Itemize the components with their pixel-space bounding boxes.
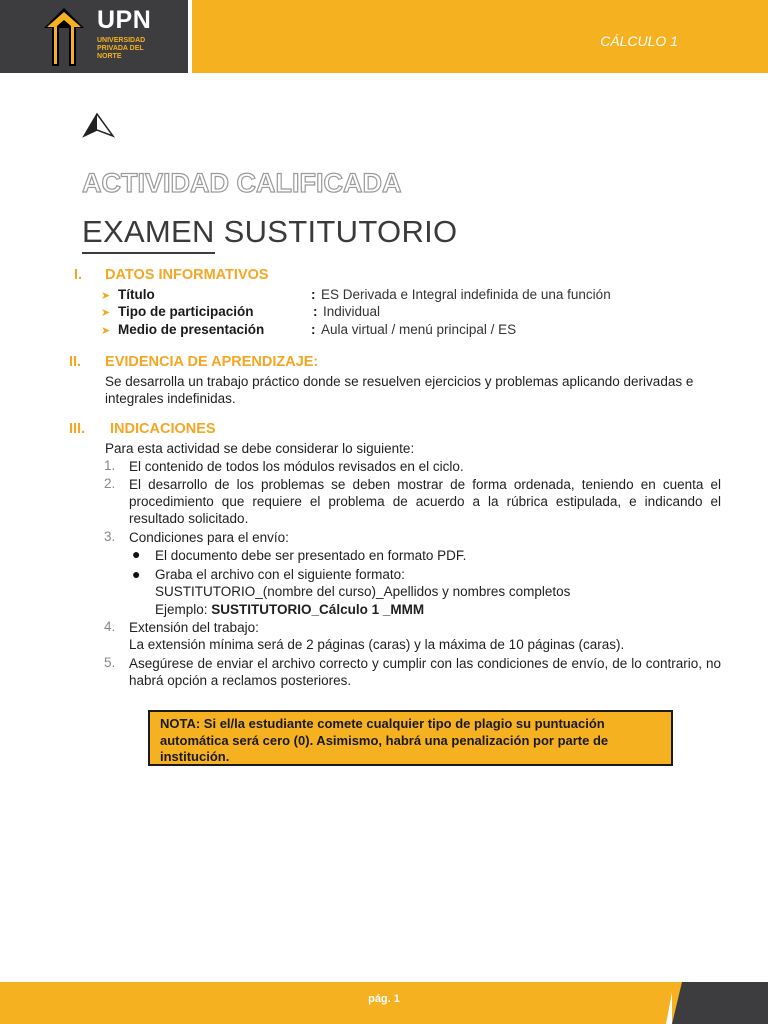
list-item-1: El contenido de todos los módulos revisados en el ciclo. — [129, 459, 464, 474]
info-label: Medio de presentación — [118, 322, 265, 337]
navigation-arrow-icon — [82, 112, 116, 140]
section-1-heading — [74, 267, 269, 283]
arrow-bullet-icon: ➤ — [101, 325, 111, 337]
section-2-title: EVIDENCIA DE APRENDIZAJE: — [105, 354, 319, 370]
info-value: Aula virtual / menú principal / ES — [321, 322, 517, 337]
info-label: Título — [118, 287, 155, 302]
info-row-participation — [101, 304, 381, 322]
exam-title — [82, 214, 457, 254]
page-number: pág. 1 — [368, 993, 400, 1005]
info-colon: : — [311, 287, 316, 302]
list-number: 5. — [104, 655, 116, 670]
info-row-medium — [101, 322, 517, 340]
logo-name: UPN — [97, 6, 152, 34]
course-title: CÁLCULO 1 — [600, 33, 678, 49]
arrow-bullet-icon: ➤ — [101, 307, 111, 319]
header-course-bar — [192, 0, 768, 73]
section-3-number: III. — [69, 421, 86, 437]
logo-subtitle: UNIVERSIDAD PRIVADA DEL NORTE — [97, 37, 146, 60]
exam-title-word-2: SUSTITUTORIO — [223, 214, 458, 249]
sub-bullet-2-example — [155, 601, 424, 618]
list-item-4-detail: La extensión mínima será de 2 páginas (caras) y la máxima de 10 páginas (caras). — [129, 637, 625, 652]
example-value: SUSTITUTORIO_Cálculo 1 _MMM — [211, 602, 425, 617]
example-label: Ejemplo: — [155, 602, 208, 617]
section-3-heading — [69, 421, 216, 437]
activity-heading — [82, 164, 502, 204]
section-1-title: DATOS INFORMATIVOS — [105, 267, 269, 283]
sub-bullet-2-format: SUSTITUTORIO_(nombre del curso)_Apellidos y nombres completos — [155, 584, 571, 599]
svg-text:ACTIVIDAD CALIFICADA: ACTIVIDAD CALIFICADA — [82, 168, 402, 198]
list-number: 1. — [104, 458, 116, 473]
sub-bullet-1: El documento debe ser presentado en formato PDF. — [155, 548, 467, 563]
info-row-title — [101, 287, 611, 305]
list-item-4: Extensión del trabajo: — [129, 620, 259, 635]
info-value: Individual — [323, 304, 381, 319]
info-value: ES Derivada e Integral indefinida de una función — [321, 287, 611, 302]
list-number: 2. — [104, 476, 116, 491]
arrow-bullet-icon: ➤ — [101, 290, 111, 302]
list-item-2: El desarrollo de los problemas se deben mostrar de forma ordenada, teniendo en cuenta el procedimiento que requiere el problema de acuerdo a la rúbrica estipulada, e indicando el resultado solicitado. — [129, 477, 721, 526]
section-2-heading — [69, 354, 318, 370]
list-number: 3. — [104, 529, 116, 544]
info-colon: : — [311, 322, 316, 337]
exam-title-word-1: EXAMEN — [82, 214, 215, 254]
info-label: Tipo de participación — [118, 304, 254, 319]
section-1-number: I. — [74, 267, 83, 283]
list-item-3: Condiciones para el envío: — [129, 530, 289, 545]
sub-bullet-2: Graba el archivo con el siguiente formato: — [155, 567, 405, 582]
list-item-5: Asegúrese de enviar el archivo correcto y cumplir con las condiciones de envío, de lo contrario, no habrá opción a reclamos posteriores. — [129, 656, 721, 688]
plagiarism-note: NOTA: Si el/la estudiante comete cualquier tipo de plagio su puntuación automática será cero (0). Asimismo, habrá una penalización por parte de institución. — [148, 710, 673, 766]
list-number: 4. — [104, 619, 116, 634]
info-colon: : — [313, 304, 318, 319]
section-3-title: INDICACIONES — [110, 421, 216, 437]
bullet-dot-icon: ● — [132, 566, 141, 582]
section-3-intro: Para esta actividad se debe considerar lo siguiente: — [105, 441, 415, 456]
section-2-number: II. — [69, 354, 82, 370]
bullet-dot-icon: ● — [132, 546, 141, 562]
section-2-text: Se desarrolla un trabajo práctico donde se resuelven ejercicios y problemas aplicando derivadas e integrales indefinidas. — [105, 374, 694, 406]
